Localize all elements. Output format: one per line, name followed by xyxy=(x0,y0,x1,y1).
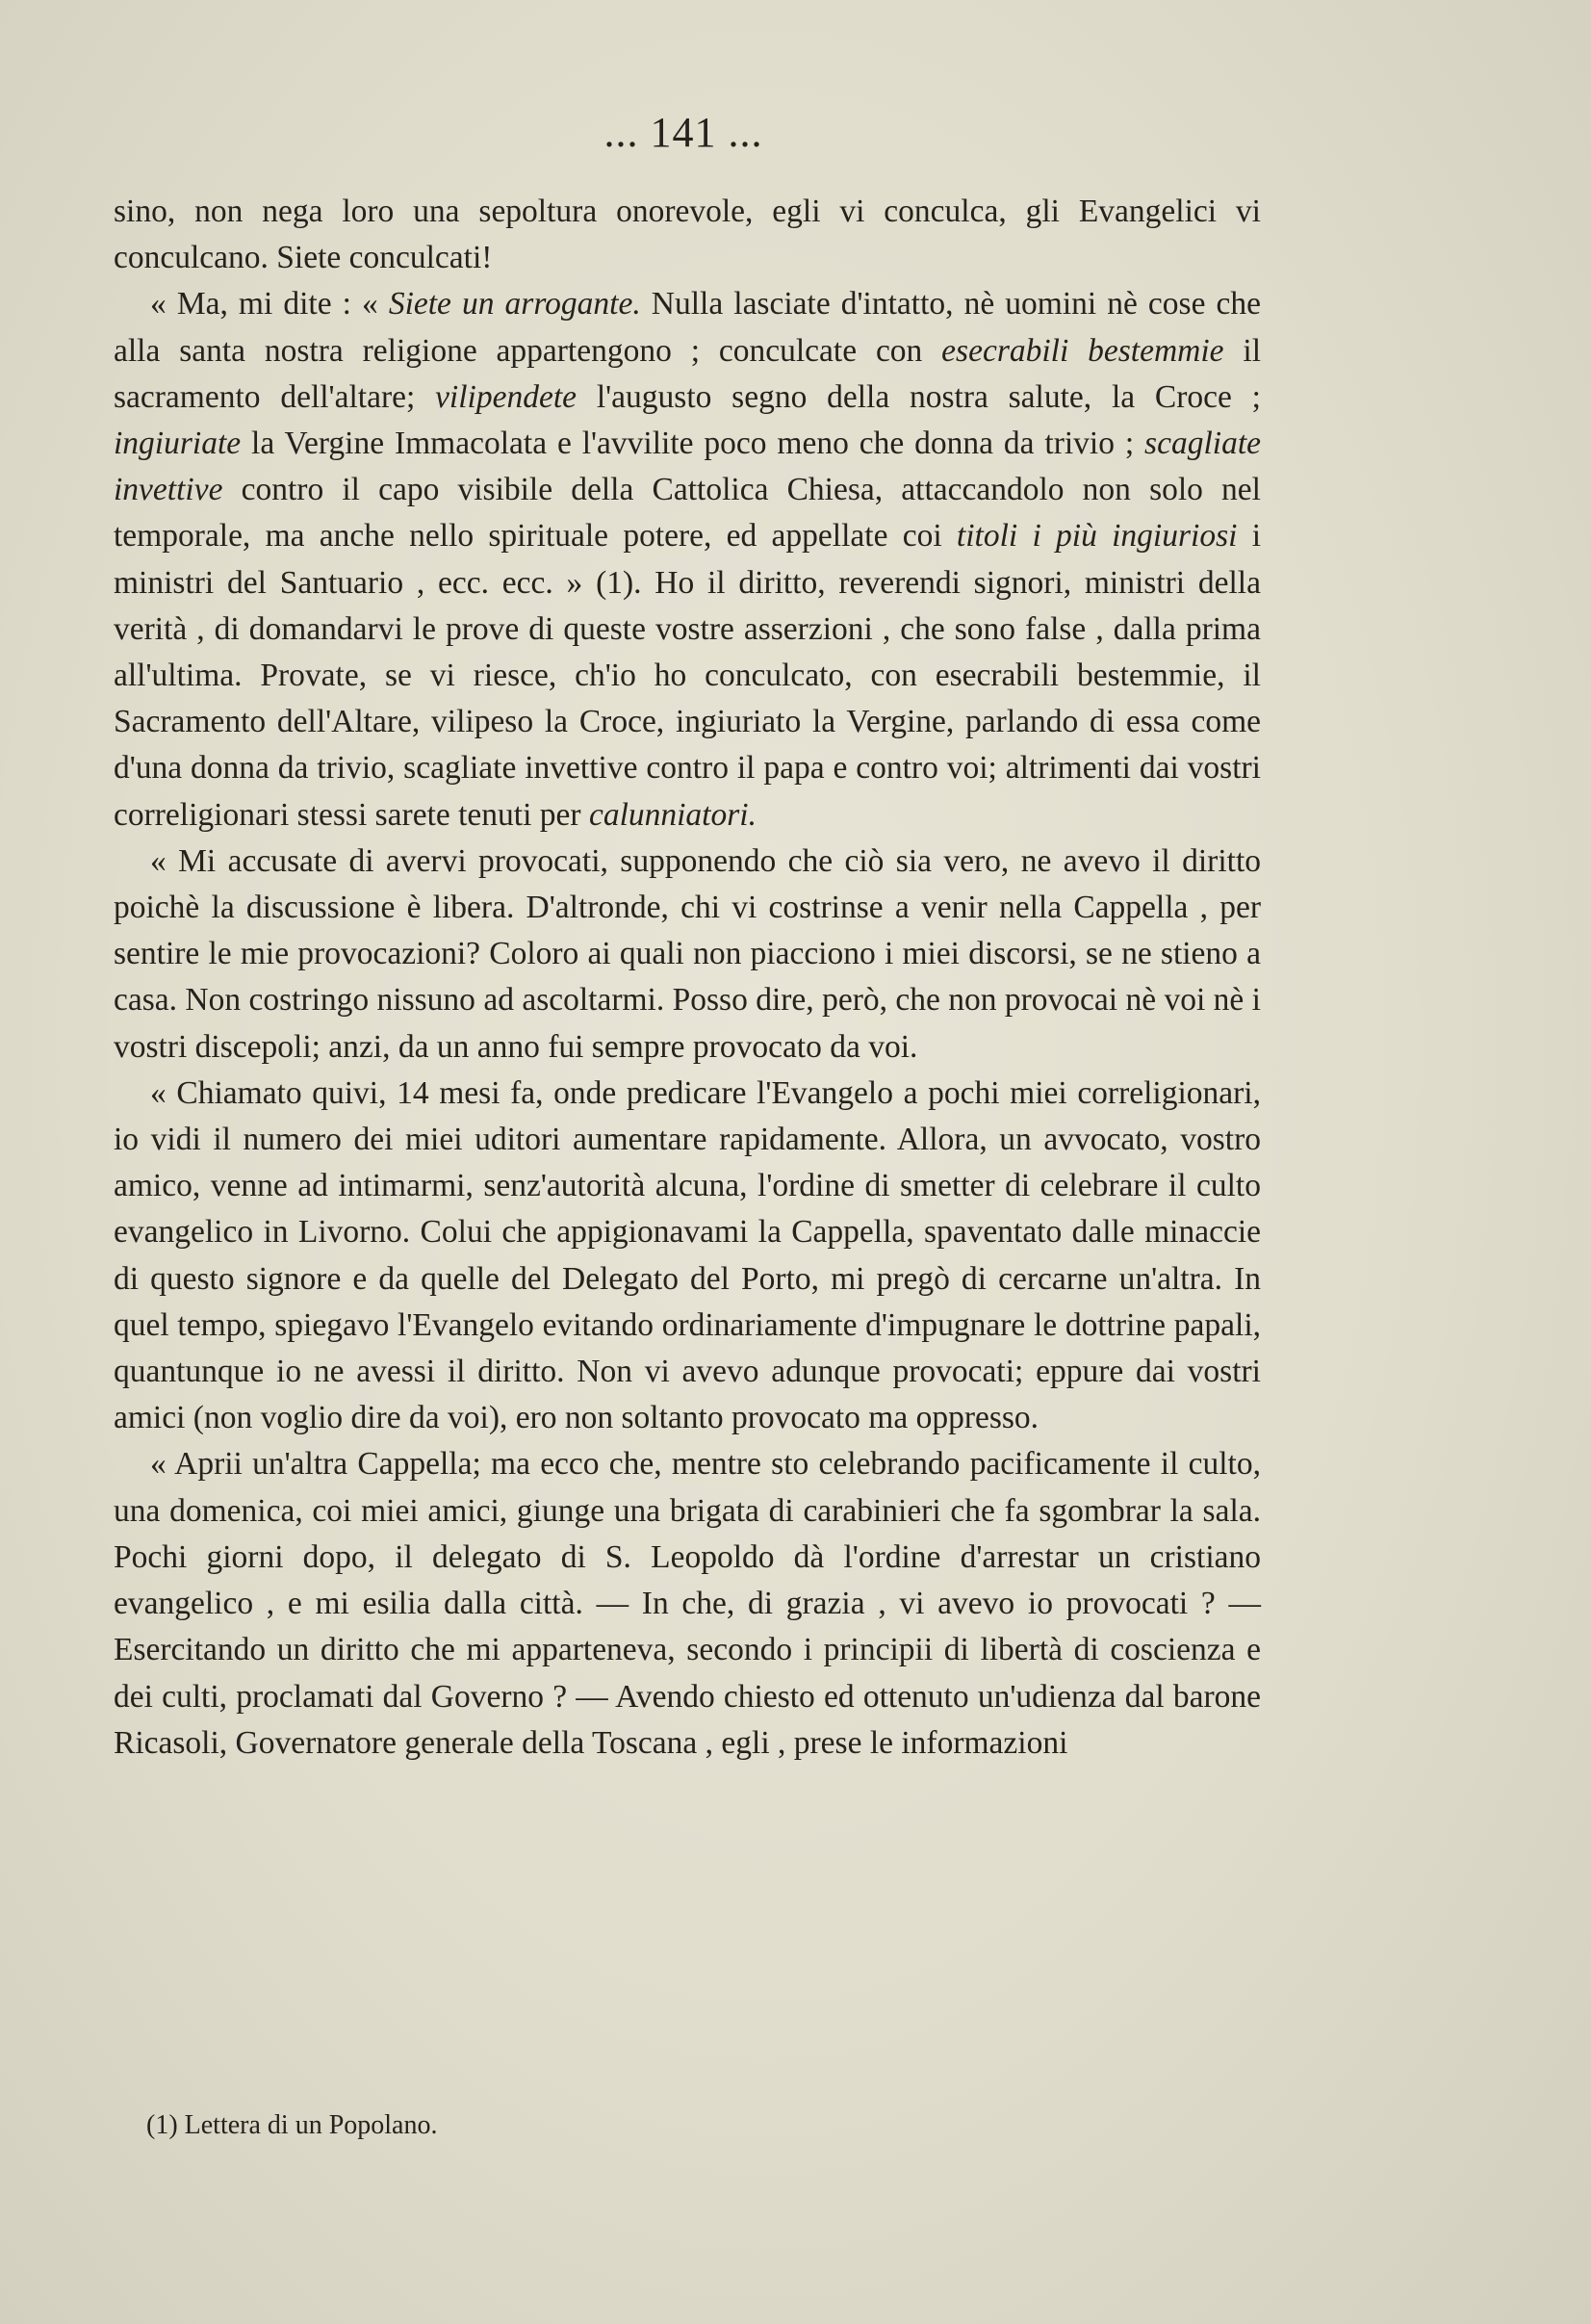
text-segment: « Mi accusate di avervi provocati, supponendo che ciò sia vero, ne avevo il diritto poichè la discussione è libera. D'altronde, chi vi costrinse a venir nella Cappella , per sentire le mie provocazioni? Coloro ai quali non piacciono i miei discorsi, se ne stieno a casa. Non costringo nissuno ad ascoltarmi. Posso dire, però, che non provocai nè voi nè i vostri discepoli; anzi, da un anno fui sempre provocato da voi. xyxy=(114,842,1261,1065)
text-segment: contro il capo visibile della Cattolica Chiesa, attaccandolo non solo nel temporale, ma anche nello spirituale potere, ed appellate coi xyxy=(114,472,1261,555)
italic-text-segment: scagliate invettive xyxy=(114,426,1261,508)
italic-text-segment: vilipendete xyxy=(435,378,577,415)
text-segment: « Ma, mi dite : « xyxy=(150,286,389,323)
paragraph-arrogante xyxy=(114,281,1261,838)
text-segment: « Chiamato quivi, 14 mesi fa, onde predicare l'Evangelo a pochi miei correligionari, io vidi il numero dei miei uditori aumentare rapidamente. Allora, un avvocato, vostro amico, venne ad intimarmi, senz'autorità alcuna, l'ordine di smetter di celebrare il culto evangelico in Livorno. Colui che appigionavami la Cappella, spaventato dalle minaccie di questo signore e da quelle del Delegato del Porto, mi pregò di cercarne un'altra. In quel tempo, spiegavo l'Evangelo evitando ordinariamente d'impugnare le dottrine papali, quantunque io ne avessi il diritto. Non vi avevo adunque provocati; eppure dai vostri amici (non voglio dire da voi), ero non soltanto provocato ma oppresso. xyxy=(114,1074,1261,1436)
italic-text-segment: calunniatori. xyxy=(588,796,757,833)
text-segment: l'augusto segno della nostra salute, la Croce ; xyxy=(577,378,1261,415)
paragraph-chiamato xyxy=(114,1071,1261,1442)
italic-text-segment: titoli i più ingiuriosi xyxy=(956,518,1238,555)
text-segment: la Vergine Immacolata e l'avvilite poco meno che donna da trivio ; xyxy=(241,426,1145,462)
text-segment: sino, non nega loro una sepoltura onorevole, egli vi conculca, gli Evangelici vi conculcano. Siete conculcati! xyxy=(114,194,1261,276)
text-segment: i ministri del Santuario , ecc. ecc. » (1). Ho il diritto, reverendi signori, ministri della verità , di domandarvi le prove di queste vostre asserzioni , che sono false , dalla prima all'ultima. Provate, se vi riesce, ch'io ho conculcato, con esecrabili bestemmie, il Sacramento dell'Altare, vilipeso la Croce, ingiuriato la Vergine, parlando di essa come d'una donna da trivio, scagliate invettive contro il papa e contro voi; altrimenti dai vostri correligionari stessi sarete tenuti per xyxy=(114,518,1261,833)
text-segment: « Aprii un'altra Cappella; ma ecco che, mentre sto celebrando pacificamente il culto, una domenica, coi miei amici, giunge una brigata di carabinieri che fa sgombrar la sala. Pochi giorni dopo, il delegato di S. Leopoldo dà l'ordine d'arrestar un cristiano evangelico , e mi esilia dalla città. — In che, di grazia , vi avevo io provocati ? — Esercitando un diritto che mi apparteneva, secondo i principii di libertà di coscienza e dei culti, proclamati dal Governo ? — Avendo chiesto ed ottenuto un'udienza dal barone Ricasoli, Governatore generale della Toscana , egli , prese le informazioni xyxy=(114,1446,1261,1761)
body-text xyxy=(114,189,1261,1767)
paragraph-cappella xyxy=(114,1441,1261,1766)
italic-text-segment: esecrabili bestemmie xyxy=(941,332,1224,369)
italic-text-segment: ingiuriate xyxy=(114,426,242,462)
paragraph-continuation xyxy=(114,189,1261,281)
text-segment: il sacramento dell'altare; xyxy=(114,332,1262,415)
page-number: ... 141 ... xyxy=(603,109,763,156)
italic-text-segment: Siete un arrogante. xyxy=(388,286,641,323)
footnote: (1) Lettera di un Popolano. xyxy=(146,2110,438,2140)
text-segment: Nulla lasciate d'intatto, nè uomini nè cose che alla santa nostra religione appartengono ; conculcate con xyxy=(114,286,1262,369)
paragraph-provocati xyxy=(114,839,1261,1071)
